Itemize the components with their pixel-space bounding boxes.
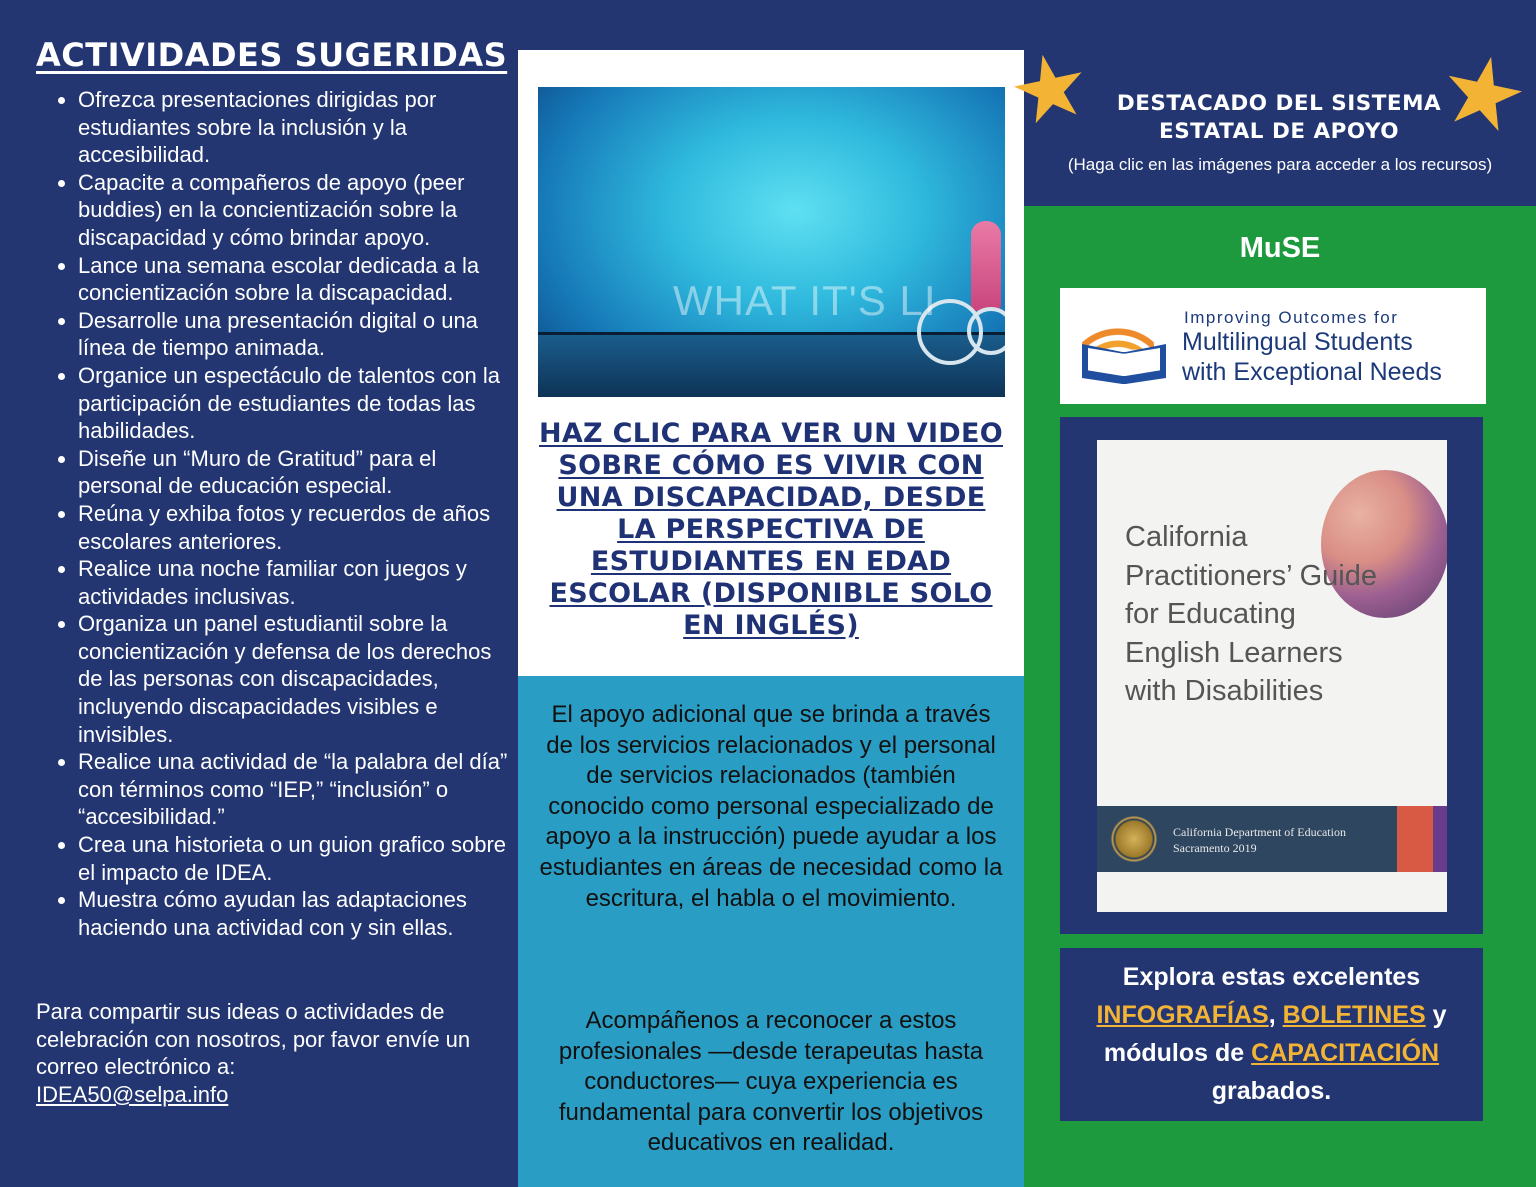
- guide-band-accent: [1433, 806, 1447, 872]
- spotlight-title-line1: DESTACADO DEL SISTEMA: [1116, 91, 1442, 116]
- child-figure-icon: [971, 221, 1001, 311]
- video-link[interactable]: HAZ CLIC PARA VER UN VIDEO SOBRE CÓMO ES VIVIR CON UNA DISCAPACIDAD, DESDE LA PERSPECTIVA DE ESTUDIANTES EN EDAD ESCOLAR (DISPONIBLE SOLO EN INGLÉS): [538, 418, 1004, 641]
- related-services-panel: [518, 676, 1024, 1187]
- guide-panel: [1060, 417, 1483, 934]
- list-item: • Organice un espectáculo de talentos con la participación de estudiantes de todas las habilidades.: [78, 362, 510, 445]
- list-item: • Ofrezca presentaciones dirigidas por estudiantes sobre la inclusión y la accesibilidad.: [78, 86, 510, 169]
- list-item: • Realice una noche familiar con juegos y actividades inclusivas.: [78, 555, 510, 610]
- guide-department: [1173, 824, 1346, 856]
- left-column: [0, 0, 518, 1187]
- infographics-link[interactable]: INFOGRAFÍAS: [1096, 1001, 1269, 1029]
- list-item: • Capacite a compañeros de apoyo (peer buddies) en la concientización sobre la discapacidad y cómo brindar apoyo.: [78, 169, 510, 252]
- activities-title: ACTIVIDADES SUGERIDAS: [36, 36, 508, 74]
- share-text: [36, 998, 506, 1108]
- list-item: • Desarrolle una presentación digital o una línea de tiempo animada.: [78, 307, 510, 362]
- muse-title: MuSE: [1239, 232, 1321, 264]
- guide-cover[interactable]: [1097, 440, 1447, 912]
- video-panel: [518, 50, 1024, 676]
- list-item: • Lance una semana escolar dedicada a la concientización sobre la discapacidad.: [78, 252, 510, 307]
- muse-logo[interactable]: [1060, 288, 1486, 404]
- explore-text: [1060, 958, 1483, 1110]
- explore-suffix: grabados.: [1211, 1077, 1332, 1105]
- list-item: • Muestra cómo ayudan las adaptaciones haciendo una actividad con y sin ellas.: [78, 886, 510, 941]
- share-instructions: Para compartir sus ideas o actividades de celebración con nosotros, por favor envíe un correo electrónico a:: [36, 999, 471, 1080]
- list-item: • Crea una historieta o un guion grafico sobre el impacto de IDEA.: [78, 831, 510, 886]
- training-link[interactable]: CAPACITACIÓN: [1251, 1039, 1440, 1067]
- middle-column: [518, 50, 1024, 1187]
- muse-panel: [1024, 206, 1536, 1187]
- list-item: • Diseñe un “Muro de Gratitud” para el personal de educación especial.: [78, 445, 510, 500]
- email-link[interactable]: IDEA50@selpa.info: [36, 1081, 229, 1107]
- explore-mid: módulos de: [1103, 1039, 1245, 1067]
- newsletters-link[interactable]: BOLETINES: [1282, 1001, 1426, 1029]
- explore-separator: ,: [1268, 1001, 1276, 1029]
- video-thumbnail[interactable]: [538, 87, 1005, 397]
- guide-band-accent: [1397, 806, 1433, 872]
- state-seal-icon: [1111, 816, 1157, 862]
- list-item: • Reúna y exhiba fotos y recuerdos de años escolares anteriores.: [78, 500, 510, 555]
- activity-list: [40, 86, 510, 941]
- logo-line1: Improving Outcomes for: [1184, 308, 1399, 327]
- guide-dept-line2: Sacramento 2019: [1173, 841, 1257, 855]
- related-services-paragraph: El apoyo adicional que se brinda a través de los servicios relacionados y el personal de servicios relacionados (también conocido como personal especializado de apoyo a la instrucción) puede ayudar a los estudiantes en áreas de necesidad como la escritura, el habla o el movimiento.: [539, 701, 1003, 912]
- list-item: • Realice una actividad de “la palabra del día” con términos como “IEP,” “inclusión” o “accesibilidad.”: [78, 748, 510, 831]
- list-item: • Organiza un panel estudiantil sobre la concientización y defensa de los derechos de las personas con discapacidades, incluyendo discapacidades visibles e invisibles.: [78, 610, 510, 748]
- guide-dept-line1: California Department of Education: [1173, 825, 1346, 839]
- logo-line2: Multilingual Students: [1182, 328, 1413, 356]
- explore-prefix: Explora estas excelentes: [1122, 963, 1421, 991]
- spotlight-header: [1024, 0, 1536, 206]
- explore-conjunction: y: [1432, 1001, 1447, 1029]
- guide-title: California Practitioners’ Guide for Educating English Learners with Disabilities: [1125, 521, 1377, 707]
- explore-panel: [1060, 948, 1483, 1121]
- recognition-paragraph: Acompáñenos a reconocer a estos profesionales —desde terapeutas hasta conductores— cuya experiencia es fundamental para convertir los objetivos educativos en realidad.: [558, 1007, 984, 1157]
- spotlight-note: (Haga clic en las imágenes para acceder a los recursos): [1067, 155, 1493, 174]
- logo-line3: with Exceptional Needs: [1182, 358, 1442, 386]
- video-caption: WHAT IT'S LI: [673, 277, 937, 324]
- spotlight-title: [1074, 90, 1484, 146]
- spotlight-title-line2: ESTATAL DE APOYO: [1159, 119, 1399, 144]
- right-column: [1024, 0, 1536, 1187]
